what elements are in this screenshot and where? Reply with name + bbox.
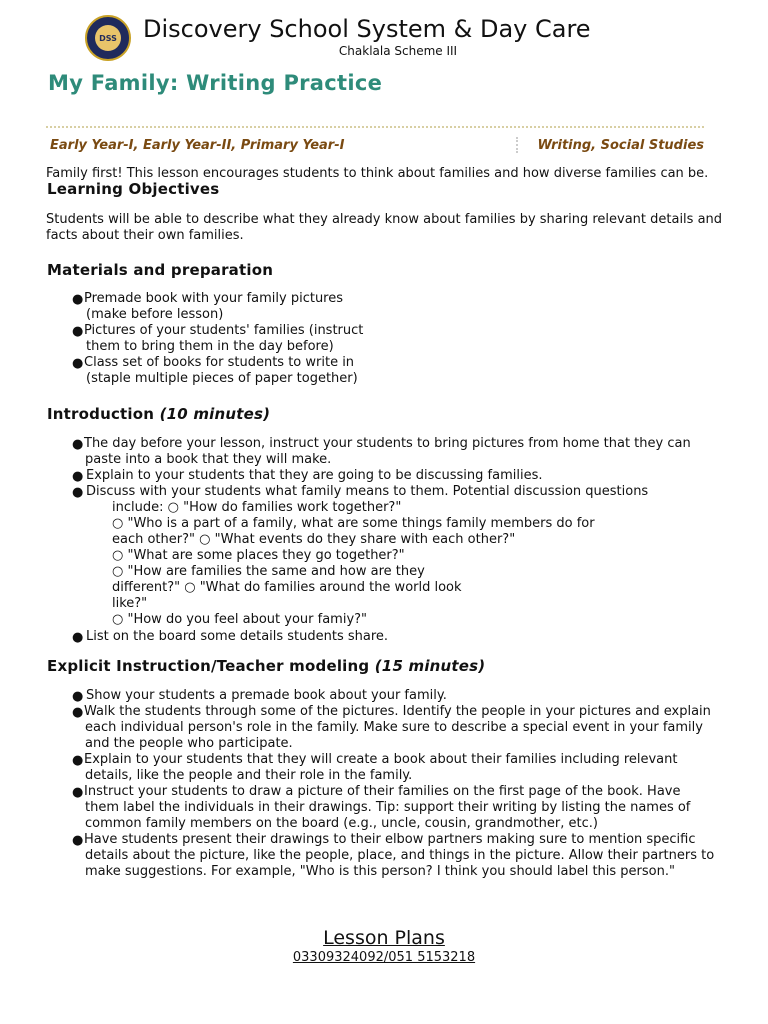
discussion-question-line: ○ "Who is a part of a family, what are some things family members do for — [112, 516, 595, 531]
footer-title[interactable]: Lesson Plans — [323, 927, 445, 949]
subjects: Writing, Social Studies — [537, 138, 704, 153]
list-item-line: them to bring them in the day before) — [86, 339, 334, 354]
list-item-line: paste into a book that they will make. — [85, 452, 332, 467]
school-subtitle: Chaklala Scheme III — [338, 44, 458, 58]
list-item-line: Show your students a premade book about your family. — [86, 688, 447, 703]
explicit-duration: (15 minutes) — [374, 657, 486, 675]
bullet-icon: ● — [72, 485, 84, 500]
introduction-duration: (10 minutes) — [159, 405, 271, 423]
explicit-instruction-heading — [47, 657, 485, 675]
list-item-line: Explain to your students that they are going to be discussing families. — [86, 468, 543, 483]
dotted-divider — [46, 126, 704, 128]
list-item-line: The day before your lesson, instruct your students to bring pictures from home that they can — [84, 436, 691, 451]
school-name: Discovery School System & Day Care — [143, 15, 591, 43]
bullet-icon: ● — [72, 833, 84, 848]
bullet-icon: ● — [72, 689, 84, 704]
bullet-icon: ● — [72, 292, 84, 307]
bullet-icon: ● — [72, 324, 84, 339]
bullet-icon: ● — [72, 753, 84, 768]
list-item-line: each individual person's role in the family. Make sure to describe a special event in your family — [85, 720, 703, 735]
bullet-icon: ● — [72, 785, 84, 800]
discussion-question-line: each other?" ○ "What events do they share with each other?" — [112, 532, 516, 547]
objectives-text-line1: Students will be able to describe what they already know about families by sharing relevant details and — [46, 212, 723, 227]
introduction-heading-text: Introduction — [47, 405, 155, 423]
footer-phone-link[interactable]: 03309324092/051 5153218 — [292, 950, 476, 965]
bullet-icon: ● — [72, 630, 84, 645]
list-item-line: make suggestions. For example, "Who is this person? I think you should label this person." — [85, 864, 675, 879]
list-item-line: List on the board some details students share. — [86, 629, 389, 644]
discussion-question-line: ○ "How are families the same and how are they — [112, 564, 425, 579]
list-item-line: (staple multiple pieces of paper together) — [86, 371, 358, 386]
list-item-line: Walk the students through some of the pictures. Identify the people in your pictures and explain — [84, 704, 711, 719]
school-logo-emblem: DSS — [95, 25, 121, 51]
discussion-question-line: ○ "What are some places they go together?" — [112, 548, 405, 563]
list-item-line: Have students present their drawings to their elbow partners making sure to mention specific — [84, 832, 696, 847]
objectives-heading: Learning Objectives — [47, 180, 220, 198]
list-item-line: Explain to your students that they will create a book about their families including relevant — [84, 752, 678, 767]
discussion-question-line: different?" ○ "What do families around the world look — [112, 580, 462, 595]
list-item-line: (make before lesson) — [86, 307, 224, 322]
bullet-icon: ● — [72, 705, 84, 720]
explicit-heading-text: Explicit Instruction/Teacher modeling — [47, 657, 370, 675]
list-item-line: Instruct your students to draw a picture of their families on the first page of the book. Have — [84, 784, 681, 799]
discussion-question-line: include: ○ "How do families work together?" — [112, 500, 402, 515]
list-item-line: common family members on the board (e.g., uncle, cousin, grandmother, etc.) — [85, 816, 598, 831]
list-item — [72, 323, 402, 355]
list-item — [72, 355, 402, 387]
materials-heading: Materials and preparation — [47, 261, 274, 279]
discussion-question-line: like?" — [112, 596, 148, 611]
list-item-line: details, like the people and their role in the family. — [85, 768, 413, 783]
materials-list — [72, 291, 402, 387]
lesson-title: My Family: Writing Practice — [48, 71, 383, 95]
bullet-icon: ● — [72, 437, 84, 452]
list-item — [72, 291, 402, 323]
bullet-icon: ● — [72, 469, 84, 484]
discussion-question-line: ○ "How do you feel about your famiy?" — [112, 612, 368, 627]
objectives-text-line2: facts about their own families. — [46, 228, 244, 243]
introduction-heading — [47, 405, 270, 423]
list-item-line: and the people who participate. — [85, 736, 293, 751]
meta-separator — [516, 137, 518, 153]
bullet-icon: ● — [72, 356, 84, 371]
list-item-line: details about the picture, like the people, place, and things in the picture. Allow their partners to — [85, 848, 715, 863]
grade-levels: Early Year-I, Early Year-II, Primary Year-I — [50, 138, 345, 153]
list-item-line: them label the individuals in their drawings. Tip: support their writing by listing the names of — [85, 800, 691, 815]
list-item-line: Class set of books for students to write in — [84, 355, 355, 370]
list-item-line: Discuss with your students what family means to them. Potential discussion questions — [86, 484, 649, 499]
list-item-line: Pictures of your students' families (instruct — [84, 323, 364, 338]
lesson-intro: Family first! This lesson encourages students to think about families and how diverse families can be. — [46, 166, 709, 181]
list-item-line: Premade book with your family pictures — [84, 291, 344, 306]
